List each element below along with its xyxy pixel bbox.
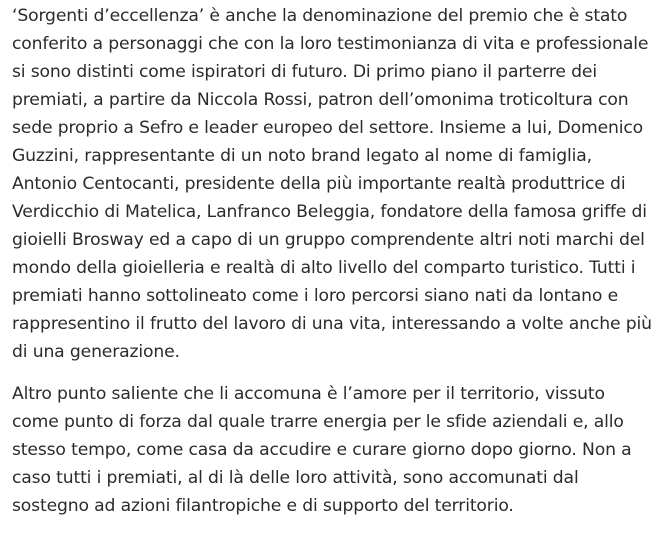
article-paragraph-2 xyxy=(12,380,654,520)
text-line: rappresentino il frutto del lavoro di una vita, interessando a volte anche più xyxy=(12,314,652,334)
text-line: Antonio Centocanti, presidente della più importante realtà produttrice di xyxy=(12,174,626,194)
text-line: conferito a personaggi che con la loro testimonianza di vita e professionale xyxy=(12,34,649,54)
text-line: Altro punto saliente che li accomuna è l’amore per il territorio, vissuto xyxy=(12,384,605,404)
text-line: ‘Sorgenti d’eccellenza’ è anche la denominazione del premio che è stato xyxy=(12,6,628,26)
text-line: premiati, a partire da Niccola Rossi, patron dell’omonima troticoltura con xyxy=(12,90,629,110)
text-line: Guzzini, rappresentante di un noto brand legato al nome di famiglia, xyxy=(12,146,592,166)
text-line: stesso tempo, come casa da accudire e curare giorno dopo giorno. Non a xyxy=(12,440,632,460)
text-line: sostegno ad azioni filantropiche e di supporto del territorio. xyxy=(12,496,514,516)
text-line: mondo della gioielleria e realtà di alto livello del comparto turistico. Tutti i xyxy=(12,258,636,278)
text-line: come punto di forza dal quale trarre energia per le sfide aziendali e, allo xyxy=(12,412,624,432)
article-paragraph-1 xyxy=(12,2,654,366)
text-line: premiati hanno sottolineato come i loro percorsi siano nati da lontano e xyxy=(12,286,619,306)
text-line: Verdicchio di Matelica, Lanfranco Beleggia, fondatore della famosa griffe di xyxy=(12,202,647,222)
text-line: gioielli Brosway ed a capo di un gruppo comprendente altri noti marchi del xyxy=(12,230,645,250)
text-line: di una generazione. xyxy=(12,342,180,362)
text-line: sede proprio a Sefro e leader europeo del settore. Insieme a lui, Domenico xyxy=(12,118,644,138)
text-line: si sono distinti come ispiratori di futuro. Di primo piano il parterre dei xyxy=(12,62,597,82)
text-line: caso tutti i premiati, al di là delle loro attività, sono accomunati dal xyxy=(12,468,579,488)
article-body xyxy=(12,2,654,534)
